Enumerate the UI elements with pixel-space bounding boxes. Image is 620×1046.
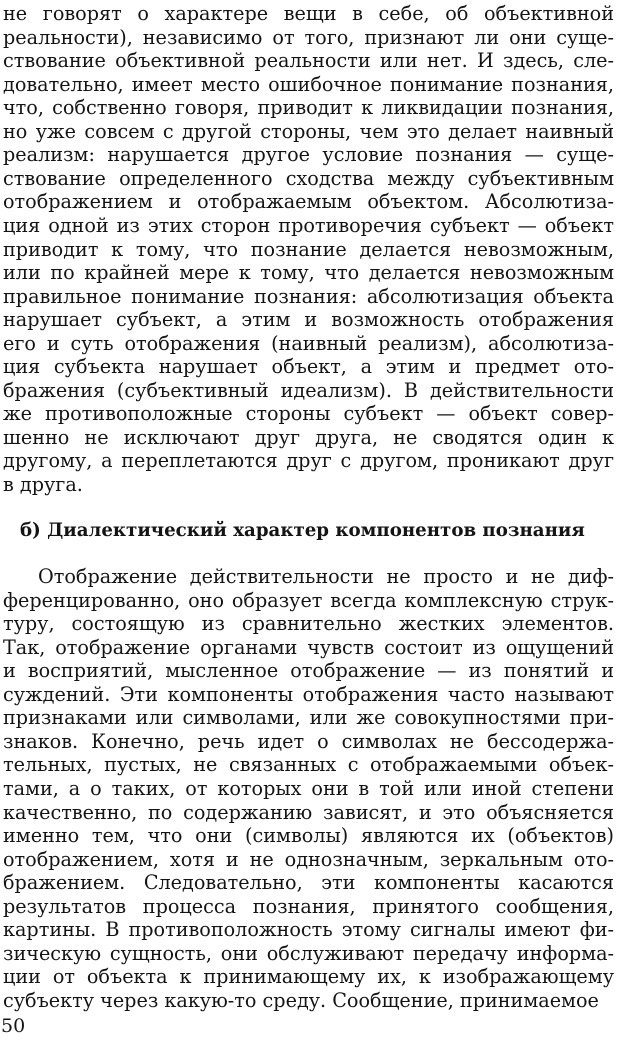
text-line: довательно, имеет место ошибочное понимание познания,	[3, 72, 614, 96]
text-line: результатов процесса познания, принятого сообщения,	[3, 894, 614, 918]
text-line: приводит к тому, что познание делается невозможным,	[3, 237, 614, 261]
text-line: другому, а переплетаются друг с другом, проникают друг	[3, 449, 614, 473]
text-line: признаками или символами, или же совокупностями при-	[3, 706, 614, 730]
text-line: бражения (субъективный идеализм). В действительности	[3, 378, 614, 402]
text-line: именно тем, что они (символы) являются их (объектов)	[3, 824, 614, 848]
text-line: ция субъекта нарушает объект, а этим и предмет ото-	[3, 355, 614, 379]
text-line: картины. В противоположность этому сигналы имеют фи-	[3, 918, 614, 942]
text-line: реальности), независимо от того, признают ли они суще-	[3, 25, 614, 49]
text-line: Отображение действительности не просто и не диф-	[38, 565, 614, 588]
text-line: ствование объективной реальности или нет. И здесь, сле-	[3, 49, 614, 73]
text-line: субъекту через какую-то среду. Сообщение, принимаемое	[3, 988, 599, 1012]
page-number: 50	[1, 1015, 26, 1037]
text-line: шенно не исключают друг друга, не сводятся один к	[3, 425, 614, 449]
section-heading: б) Диалектический характер компонентов познания	[20, 520, 585, 541]
text-line: но уже совсем с другой стороны, чем это делает наивный	[3, 119, 614, 143]
text-line: ции от объекта к принимающему их, к изображающему	[3, 965, 614, 989]
text-line: не говорят о характере вещи в себе, об объективной	[3, 2, 614, 25]
text-line: ция одной из этих сторон противоречия субъект — объект	[3, 213, 614, 237]
text-line: же противоположные стороны субъект — объект совер-	[3, 402, 614, 426]
text-line: суждений. Эти компоненты отображения часто называют	[3, 682, 614, 706]
text-line: правильное понимание познания: абсолютизация объекта	[3, 284, 614, 308]
text-line: туру, состоящую из сравнительно жестких элементов.	[3, 612, 614, 636]
text-line: его и суть отображения (наивный реализм), абсолютиза-	[3, 331, 614, 355]
text-line: зическую сущность, они обслуживают передачу информа-	[3, 941, 614, 965]
text-line: тами, а о таких, от которых они в той или иной степени	[3, 776, 614, 800]
text-line: бражением. Следовательно, эти компоненты касаются	[3, 871, 614, 895]
text-line: реализм: нарушается другое условие познания — суще-	[3, 143, 614, 167]
text-line: что, собственно говоря, приводит к ликвидации познания,	[3, 96, 614, 120]
text-line: ференцированно, оно образует всегда комплексную струк-	[3, 588, 614, 612]
text-line: или по крайней мере к тому, что делается невозможным	[3, 261, 614, 285]
text-line: отображением и отображаемым объектом. Абсолютиза-	[3, 190, 614, 214]
text-line: ствование определенного сходства между субъективным	[3, 166, 614, 190]
text-line: тельных, пустых, не связанных с отображаемыми объек-	[3, 753, 614, 777]
text-line: качественно, по содержанию зависят, и это объясняется	[3, 800, 614, 824]
text-line: нарушает субъект, а этим и возможность отображения	[3, 308, 614, 332]
text-line: Так, отображение органами чувств состоит из ощущений	[3, 635, 614, 659]
text-line: знаков. Конечно, речь идет о символах не бессодержа-	[3, 729, 614, 753]
text-line: отображением, хотя и не однозначным, зеркальным ото-	[3, 847, 614, 871]
text-line: и восприятий, мысленное отображение — из понятий и	[3, 659, 614, 683]
text-line: в друга.	[3, 473, 83, 496]
